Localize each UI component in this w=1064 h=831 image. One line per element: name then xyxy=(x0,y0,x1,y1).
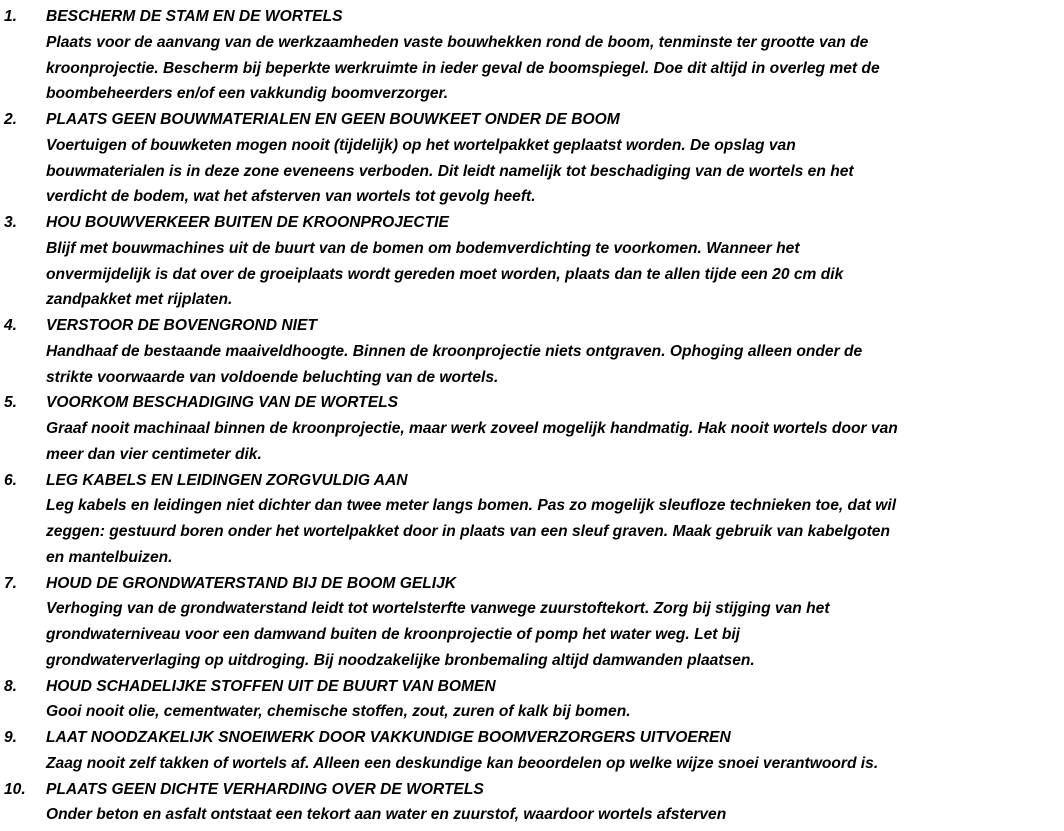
item-body-line: Graaf nooit machinaal binnen de kroonprojectie, maar werk zoveel mogelijk handmatig. Hak nooit wortels door van xyxy=(46,420,898,437)
item-number: 7. xyxy=(4,574,18,592)
item-body-line: onvermijdelijk is dat over de groeiplaats wordt gereden moet worden, plaats dan te allen tijde een 20 cm dik xyxy=(46,265,844,283)
item-body-line: Plaats voor de aanvang van de werkzaamheden vaste bouwhekken rond de boom, tenminste ter grootte van de xyxy=(46,33,869,51)
item-body-line: Gooi nooit olie, cementwater, chemische stoffen, zout, zuren of kalk bij bomen. xyxy=(46,703,631,721)
item-body-line: Leg kabels en leidingen niet dichter dan twee meter langs bomen. Pas zo mogelijk sleufloze technieken toe, dat wil xyxy=(46,497,897,515)
list-item xyxy=(0,571,1064,674)
list-item xyxy=(0,390,1064,467)
list-item xyxy=(0,777,1064,829)
list-item xyxy=(0,674,1064,726)
item-body-line: meer dan vier centimeter dik. xyxy=(46,445,262,463)
item-number: 4. xyxy=(4,317,18,334)
item-body-line: verdicht de bodem, wat het afsterven van wortels tot gevolg heeft. xyxy=(46,188,536,206)
item-body-line: Zaag nooit zelf takken of wortels af. Alleen een deskundige kan beoordelen op welke wijze snoei verantwoord is. xyxy=(46,754,879,772)
list-item xyxy=(0,725,1064,777)
numbered-list xyxy=(0,4,1064,828)
item-number: 6. xyxy=(4,471,18,489)
item-number: 9. xyxy=(4,729,18,746)
item-heading: PLAATS GEEN BOUWMATERIALEN EN GEEN BOUWKEET ONDER DE BOOM xyxy=(46,111,620,128)
item-heading: HOU BOUWVERKEER BUITEN DE KROONPROJECTIE xyxy=(46,214,449,231)
item-heading: LAAT NOODZAKELIJK SNOEIWERK DOOR VAKKUNDIGE BOOMVERZORGERS UITVOEREN xyxy=(46,729,731,746)
item-number: 1. xyxy=(4,8,18,25)
item-body-line: Blijf met bouwmachines uit de buurt van de bomen om bodemverdichting te voorkomen. Wanneer het xyxy=(46,239,800,257)
item-body-line: grondwaterniveau voor een damwand buiten de kroonprojectie of pomp het water weg. Let bij xyxy=(46,626,741,643)
item-body-line: Onder beton en asfalt ontstaat een tekort aan water en zuurstof, waardoor wortels afsterven xyxy=(46,806,727,824)
item-body-line: kroonprojectie. Bescherm bij beperkte werkruimte in ieder geval de boomspiegel. Doe dit altijd in overleg met de xyxy=(46,59,880,77)
item-body-line: grondwaterverlaging op uitdroging. Bij noodzakelijke bronbemaling altijd damwanden plaatsen. xyxy=(46,651,755,669)
list-item xyxy=(0,210,1064,313)
list-item xyxy=(0,313,1064,390)
item-heading: HOUD DE GRONDWATERSTAND BIJ DE BOOM GELIJK xyxy=(46,574,457,592)
item-body-line: en mantelbuizen. xyxy=(46,548,173,566)
list-item xyxy=(0,107,1064,210)
item-heading: PLAATS GEEN DICHTE VERHARDING OVER DE WORTELS xyxy=(46,780,484,798)
list-item xyxy=(0,4,1064,107)
item-body-line: bouwmaterialen is in deze zone eveneens verboden. Dit leidt namelijk tot beschadiging van de wortels en het xyxy=(46,162,854,180)
item-body-line: zandpakket met rijplaten. xyxy=(46,291,233,309)
item-number: 10. xyxy=(4,780,26,798)
item-heading: VOORKOM BESCHADIGING VAN DE WORTELS xyxy=(46,394,399,412)
item-heading: LEG KABELS EN LEIDINGEN ZORGVULDIG AAN xyxy=(46,471,408,489)
item-body-line: Voertuigen of bouwketen mogen nooit (tijdelijk) op het wortelpakket geplaatst worden. De opslag van xyxy=(46,136,796,154)
item-number: 2. xyxy=(4,111,18,128)
item-body-line: zeggen: gestuurd boren onder het wortelpakket door in plaats van een sleuf graven. Maak gebruik van kabelgoten xyxy=(46,523,890,540)
item-body-line: boombeheerders en/of een vakkundig boomverzorger. xyxy=(46,85,449,103)
item-heading: BESCHERM DE STAM EN DE WORTELS xyxy=(46,8,343,25)
item-number: 3. xyxy=(4,214,18,231)
item-heading: HOUD SCHADELIJKE STOFFEN UIT DE BUURT VAN BOMEN xyxy=(46,677,496,695)
list-item xyxy=(0,468,1064,571)
item-heading: VERSTOOR DE BOVENGROND NIET xyxy=(46,317,317,334)
item-number: 5. xyxy=(4,394,18,412)
item-body-line: Handhaaf de bestaande maaiveldhoogte. Binnen de kroonprojectie niets ontgraven. Ophoging alleen onder de xyxy=(46,342,863,360)
item-body-line: strikte voorwaarde van voldoende beluchting van de wortels. xyxy=(46,368,499,386)
item-body-line: Verhoging van de grondwaterstand leidt tot wortelsterfte vanwege zuurstoftekort. Zorg bij stijging van het xyxy=(46,600,830,618)
item-number: 8. xyxy=(4,677,18,695)
